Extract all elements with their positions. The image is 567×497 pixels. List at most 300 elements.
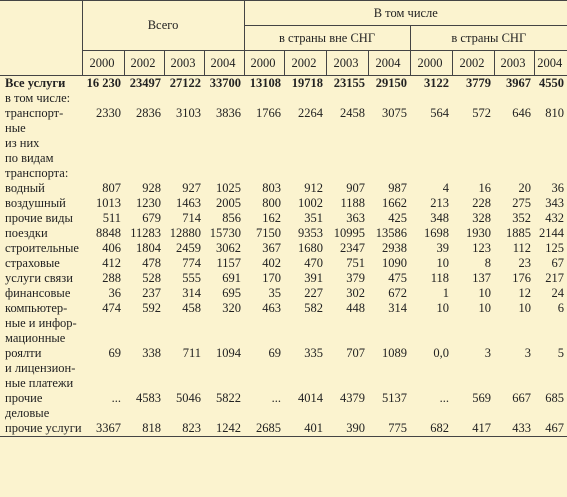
table-cell bbox=[244, 376, 284, 391]
table-cell: 474 bbox=[102, 301, 121, 315]
table-cell bbox=[410, 376, 452, 391]
table-cell bbox=[368, 376, 410, 391]
table-cell: 39 bbox=[436, 241, 450, 255]
table-cell: 162 bbox=[262, 211, 282, 225]
table-cell: 3 bbox=[484, 346, 492, 360]
table-cell: 401 bbox=[284, 421, 326, 437]
table-cell: 448 bbox=[346, 301, 366, 315]
table-cell: 402 bbox=[262, 256, 282, 270]
table-cell bbox=[410, 406, 452, 421]
table-cell: 328 bbox=[472, 211, 492, 225]
table-cell: 69 bbox=[268, 346, 282, 360]
table-cell: 3062 bbox=[216, 241, 242, 255]
table-cell: ... bbox=[439, 391, 450, 405]
table-cell bbox=[244, 361, 284, 376]
table-cell: 379 bbox=[346, 271, 366, 285]
row-label: водный bbox=[5, 181, 45, 195]
row-label: компьютер- bbox=[5, 301, 68, 315]
table-cell: 10 bbox=[478, 286, 492, 300]
table-cell: 16 bbox=[478, 181, 492, 195]
table-cell: 217 bbox=[545, 271, 565, 285]
table-cell: 118 bbox=[430, 271, 450, 285]
table-cell bbox=[494, 331, 534, 346]
table-cell: 10 bbox=[518, 301, 532, 315]
table-cell: 4379 bbox=[340, 391, 366, 405]
table-cell: ... bbox=[271, 391, 282, 405]
table-cell bbox=[124, 136, 164, 151]
table-cell: 13108 bbox=[249, 76, 282, 90]
table-cell: ... bbox=[111, 391, 121, 405]
table-cell: 823 bbox=[164, 421, 204, 437]
table-cell bbox=[368, 91, 410, 106]
year-header: 2002 bbox=[124, 51, 164, 76]
year-header: 2002 bbox=[452, 51, 494, 76]
table-cell bbox=[534, 361, 567, 376]
table-cell bbox=[284, 136, 326, 151]
table-cell: 3 bbox=[524, 346, 532, 360]
table-cell bbox=[82, 166, 124, 181]
table-cell: 463 bbox=[262, 301, 282, 315]
table-cell: 3075 bbox=[382, 106, 408, 120]
table-cell bbox=[244, 91, 284, 106]
table-cell bbox=[284, 91, 326, 106]
table-cell: 433 bbox=[494, 421, 534, 437]
table-cell bbox=[164, 331, 204, 346]
table-cell bbox=[82, 91, 124, 106]
table-cell bbox=[534, 406, 567, 421]
table-cell: 13586 bbox=[375, 226, 408, 240]
table-cell: 27122 bbox=[169, 76, 201, 90]
table-cell bbox=[82, 376, 124, 391]
table-cell: 470 bbox=[304, 256, 324, 270]
table-cell bbox=[494, 121, 534, 136]
table-cell: 714 bbox=[182, 211, 201, 225]
table-cell bbox=[368, 361, 410, 376]
table-cell: 335 bbox=[304, 346, 324, 360]
table-cell: 907 bbox=[346, 181, 366, 195]
table-cell bbox=[284, 376, 326, 391]
table-cell: 1885 bbox=[506, 226, 532, 240]
row-header-corner bbox=[0, 1, 82, 76]
table-cell: 818 bbox=[124, 421, 164, 437]
table-cell: 432 bbox=[545, 211, 565, 225]
table-cell bbox=[82, 136, 124, 151]
table-cell: 2459 bbox=[176, 241, 201, 255]
table-row bbox=[0, 136, 567, 151]
table-cell bbox=[124, 121, 164, 136]
table-cell: 123 bbox=[472, 241, 492, 255]
table-cell bbox=[410, 166, 452, 181]
table-cell bbox=[284, 166, 326, 181]
table-cell: 3967 bbox=[506, 76, 532, 90]
table-cell: 33700 bbox=[209, 76, 242, 90]
table-cell: 417 bbox=[452, 421, 494, 437]
table-cell: 406 bbox=[102, 241, 121, 255]
table-cell: 475 bbox=[388, 271, 408, 285]
table-row bbox=[0, 166, 567, 181]
table-cell: 170 bbox=[262, 271, 282, 285]
table-cell bbox=[494, 91, 534, 106]
table-cell: 1230 bbox=[136, 196, 161, 210]
table-cell: 1025 bbox=[216, 181, 242, 195]
table-cell: 425 bbox=[388, 211, 408, 225]
table-row bbox=[0, 376, 567, 391]
table-cell bbox=[494, 151, 534, 166]
table-cell: 751 bbox=[346, 256, 366, 270]
table-cell: 775 bbox=[368, 421, 410, 437]
table-row bbox=[0, 121, 567, 136]
year-header: 2003 bbox=[326, 51, 368, 76]
including-header: В том числе bbox=[244, 1, 567, 26]
table-cell: 1680 bbox=[298, 241, 324, 255]
row-label: поездки bbox=[5, 226, 48, 240]
table-cell bbox=[124, 316, 164, 331]
table-cell: 1242 bbox=[204, 421, 244, 437]
table-cell: 390 bbox=[326, 421, 368, 437]
table-cell bbox=[204, 91, 244, 106]
table-cell bbox=[368, 166, 410, 181]
table-cell: 707 bbox=[346, 346, 366, 360]
table-cell: 7150 bbox=[256, 226, 282, 240]
year-header: 2004 bbox=[534, 51, 567, 76]
table-cell: 672 bbox=[388, 286, 408, 300]
table-cell: 528 bbox=[142, 271, 161, 285]
table-row bbox=[0, 316, 567, 331]
table-cell bbox=[244, 151, 284, 166]
table-cell bbox=[204, 121, 244, 136]
table-cell bbox=[452, 376, 494, 391]
table-cell: 5822 bbox=[216, 391, 242, 405]
table-cell: 478 bbox=[142, 256, 161, 270]
table-cell bbox=[534, 331, 567, 346]
table-cell bbox=[534, 121, 567, 136]
total-header: Всего bbox=[82, 1, 244, 51]
table-cell bbox=[244, 406, 284, 421]
table-cell bbox=[368, 121, 410, 136]
table-cell: 320 bbox=[222, 301, 242, 315]
table-cell bbox=[494, 316, 534, 331]
table-cell: 5046 bbox=[176, 391, 201, 405]
table-cell: 555 bbox=[182, 271, 201, 285]
table-cell bbox=[124, 151, 164, 166]
table-cell bbox=[164, 121, 204, 136]
table-cell bbox=[326, 136, 368, 151]
table-cell: 6 bbox=[557, 301, 565, 315]
table-row bbox=[0, 76, 567, 92]
table-cell bbox=[410, 331, 452, 346]
table-cell bbox=[82, 121, 124, 136]
table-row bbox=[0, 181, 567, 196]
table-cell: 348 bbox=[430, 211, 450, 225]
table-cell: 338 bbox=[142, 346, 161, 360]
row-label: мационные bbox=[5, 331, 66, 345]
table-cell bbox=[124, 361, 164, 376]
table-cell bbox=[452, 136, 494, 151]
table-cell: 288 bbox=[102, 271, 121, 285]
table-row bbox=[0, 406, 567, 421]
table-cell: 807 bbox=[102, 181, 121, 195]
table-cell bbox=[534, 91, 567, 106]
row-label: Все услуги bbox=[5, 76, 66, 90]
table-cell bbox=[284, 151, 326, 166]
table-cell: 363 bbox=[346, 211, 366, 225]
table-cell: 3367 bbox=[82, 421, 124, 437]
row-label: ные и инфор- bbox=[5, 316, 77, 330]
table-cell bbox=[452, 331, 494, 346]
table-cell: 691 bbox=[222, 271, 242, 285]
table-cell bbox=[82, 151, 124, 166]
table-cell bbox=[284, 121, 326, 136]
table-cell: 2347 bbox=[340, 241, 366, 255]
table-cell bbox=[410, 136, 452, 151]
row-label: в том числе: bbox=[5, 91, 71, 105]
table-cell bbox=[534, 376, 567, 391]
table-cell: 0,0 bbox=[433, 346, 450, 360]
row-label: деловые bbox=[5, 406, 50, 420]
table-cell: 314 bbox=[182, 286, 201, 300]
table-cell: 3103 bbox=[176, 106, 201, 120]
table-cell: 36 bbox=[551, 181, 565, 195]
table-row bbox=[0, 151, 567, 166]
table-cell: 1463 bbox=[176, 196, 201, 210]
table-cell bbox=[164, 136, 204, 151]
table-cell bbox=[124, 91, 164, 106]
table-cell: 67 bbox=[551, 256, 565, 270]
table-cell bbox=[204, 136, 244, 151]
table-cell bbox=[452, 166, 494, 181]
table-cell bbox=[452, 361, 494, 376]
table-cell: 4583 bbox=[136, 391, 161, 405]
year-header: 2002 bbox=[284, 51, 326, 76]
table-cell: 810 bbox=[545, 106, 565, 120]
table-cell: 2458 bbox=[340, 106, 366, 120]
table-cell bbox=[326, 121, 368, 136]
table-cell: 16 230 bbox=[86, 76, 121, 90]
table-cell bbox=[494, 166, 534, 181]
table-cell bbox=[82, 316, 124, 331]
table-cell: 125 bbox=[545, 241, 565, 255]
table-cell: 8 bbox=[484, 256, 492, 270]
table-cell: 1 bbox=[442, 286, 450, 300]
year-header: 2004 bbox=[204, 51, 244, 76]
table-cell bbox=[124, 166, 164, 181]
table-cell bbox=[326, 331, 368, 346]
table-cell: 5137 bbox=[382, 391, 408, 405]
table-cell: 572 bbox=[472, 106, 492, 120]
table-row bbox=[0, 421, 567, 437]
table-cell: 2144 bbox=[539, 226, 565, 240]
table-cell bbox=[410, 91, 452, 106]
table-cell: 1090 bbox=[382, 256, 408, 270]
table-row bbox=[0, 106, 567, 121]
table-cell: 227 bbox=[304, 286, 324, 300]
table-cell: 15730 bbox=[209, 226, 242, 240]
row-label: воздушный bbox=[5, 196, 66, 210]
table-cell bbox=[284, 316, 326, 331]
table-row bbox=[0, 331, 567, 346]
table-cell: 10 bbox=[436, 301, 450, 315]
row-label: прочие виды bbox=[5, 211, 73, 225]
table-cell: 511 bbox=[102, 211, 121, 225]
table-cell: 912 bbox=[304, 181, 324, 195]
table-cell bbox=[82, 361, 124, 376]
table-cell bbox=[452, 151, 494, 166]
table-cell: 351 bbox=[304, 211, 324, 225]
table-cell: 569 bbox=[472, 391, 492, 405]
table-row bbox=[0, 271, 567, 286]
table-row bbox=[0, 346, 567, 361]
table-cell: 682 bbox=[410, 421, 452, 437]
table-cell bbox=[326, 151, 368, 166]
table-row bbox=[0, 196, 567, 211]
table-cell bbox=[326, 166, 368, 181]
table-cell: 237 bbox=[142, 286, 161, 300]
table-cell bbox=[244, 166, 284, 181]
table-cell bbox=[204, 331, 244, 346]
table-cell: 35 bbox=[268, 286, 282, 300]
table-cell: 2685 bbox=[244, 421, 284, 437]
table-cell: 23 bbox=[518, 256, 532, 270]
table-cell: 12 bbox=[518, 286, 532, 300]
table-cell: 695 bbox=[222, 286, 242, 300]
table-cell bbox=[204, 361, 244, 376]
table-cell bbox=[410, 361, 452, 376]
year-header: 2000 bbox=[244, 51, 284, 76]
table-cell: 1804 bbox=[136, 241, 161, 255]
table-cell: 352 bbox=[512, 211, 532, 225]
table-row bbox=[0, 301, 567, 316]
table-cell bbox=[164, 406, 204, 421]
table-cell: 1089 bbox=[382, 346, 408, 360]
table-cell bbox=[164, 361, 204, 376]
table-cell bbox=[244, 316, 284, 331]
year-header: 2003 bbox=[494, 51, 534, 76]
table-cell bbox=[326, 316, 368, 331]
table-cell bbox=[124, 331, 164, 346]
table-cell bbox=[164, 316, 204, 331]
table-cell bbox=[244, 121, 284, 136]
row-label: по видам bbox=[5, 151, 54, 165]
table-cell bbox=[164, 376, 204, 391]
non-cis-header: в страны вне СНГ bbox=[244, 26, 410, 51]
table-cell: 112 bbox=[512, 241, 532, 255]
table-row bbox=[0, 241, 567, 256]
table-cell bbox=[244, 331, 284, 346]
table-cell: 3779 bbox=[466, 76, 492, 90]
table-cell bbox=[494, 406, 534, 421]
table-cell: 927 bbox=[182, 181, 201, 195]
table-cell: 23155 bbox=[333, 76, 366, 90]
table-cell bbox=[494, 376, 534, 391]
table-cell: 2264 bbox=[298, 106, 324, 120]
table-cell: 69 bbox=[108, 346, 121, 360]
table-cell: 1662 bbox=[382, 196, 408, 210]
table-cell bbox=[204, 151, 244, 166]
table-cell bbox=[410, 151, 452, 166]
row-label: прочие bbox=[5, 391, 43, 405]
table-row bbox=[0, 391, 567, 406]
table-cell: 1013 bbox=[96, 196, 121, 210]
table-cell: 12880 bbox=[169, 226, 201, 240]
table-cell: 800 bbox=[262, 196, 282, 210]
table-cell bbox=[204, 166, 244, 181]
table-cell bbox=[284, 361, 326, 376]
row-label: строительные bbox=[5, 241, 79, 255]
table-cell: 685 bbox=[545, 391, 565, 405]
cis-header: в страны СНГ bbox=[410, 26, 567, 51]
table-cell: 564 bbox=[430, 106, 450, 120]
table-row bbox=[0, 286, 567, 301]
table-cell: 10995 bbox=[333, 226, 366, 240]
table-cell: 679 bbox=[142, 211, 161, 225]
table-cell: 4014 bbox=[298, 391, 324, 405]
table-cell: 2938 bbox=[382, 241, 408, 255]
row-label: транспорт- bbox=[5, 106, 64, 120]
year-header: 2003 bbox=[164, 51, 204, 76]
table-cell: 458 bbox=[182, 301, 201, 315]
table-cell: 1188 bbox=[340, 196, 366, 210]
table-cell: 803 bbox=[262, 181, 282, 195]
table-cell: 856 bbox=[222, 211, 242, 225]
table-cell bbox=[368, 136, 410, 151]
table-cell: 4 bbox=[442, 181, 450, 195]
table-cell: 4550 bbox=[539, 76, 565, 90]
table-cell bbox=[284, 331, 326, 346]
table-cell: 19718 bbox=[291, 76, 324, 90]
table-cell: 592 bbox=[142, 301, 161, 315]
table-cell: 3836 bbox=[216, 106, 242, 120]
table-cell bbox=[326, 361, 368, 376]
table-cell bbox=[410, 121, 452, 136]
row-label: страховые bbox=[5, 256, 60, 270]
table-cell bbox=[368, 316, 410, 331]
table-cell bbox=[534, 151, 567, 166]
table-cell bbox=[204, 316, 244, 331]
table-cell: 1766 bbox=[256, 106, 282, 120]
table-row bbox=[0, 256, 567, 271]
row-label: прочие услуги bbox=[0, 421, 82, 437]
table-cell bbox=[124, 406, 164, 421]
table-cell bbox=[368, 331, 410, 346]
table-cell bbox=[534, 316, 567, 331]
table-cell bbox=[534, 166, 567, 181]
row-label: из них bbox=[5, 136, 40, 150]
table-cell: 20 bbox=[518, 181, 532, 195]
table-cell: 8848 bbox=[96, 226, 121, 240]
table-cell: 1698 bbox=[424, 226, 450, 240]
table-cell bbox=[204, 406, 244, 421]
row-label: транспорта: bbox=[5, 166, 69, 180]
table-cell bbox=[452, 406, 494, 421]
table-cell: 391 bbox=[304, 271, 324, 285]
table-cell: 646 bbox=[512, 106, 532, 120]
table-cell: 24 bbox=[551, 286, 565, 300]
table-cell: 137 bbox=[472, 271, 492, 285]
table-cell: 275 bbox=[512, 196, 532, 210]
year-header: 2000 bbox=[410, 51, 452, 76]
row-label: финансовые bbox=[5, 286, 71, 300]
table-cell bbox=[82, 331, 124, 346]
table-cell bbox=[494, 136, 534, 151]
table-cell: 1157 bbox=[216, 256, 242, 270]
table-cell bbox=[164, 151, 204, 166]
table-cell: 774 bbox=[182, 256, 201, 270]
table-cell bbox=[410, 316, 452, 331]
table-cell: 987 bbox=[388, 181, 408, 195]
table-cell bbox=[534, 136, 567, 151]
year-header: 2000 bbox=[82, 51, 124, 76]
table-cell: 9353 bbox=[298, 226, 324, 240]
